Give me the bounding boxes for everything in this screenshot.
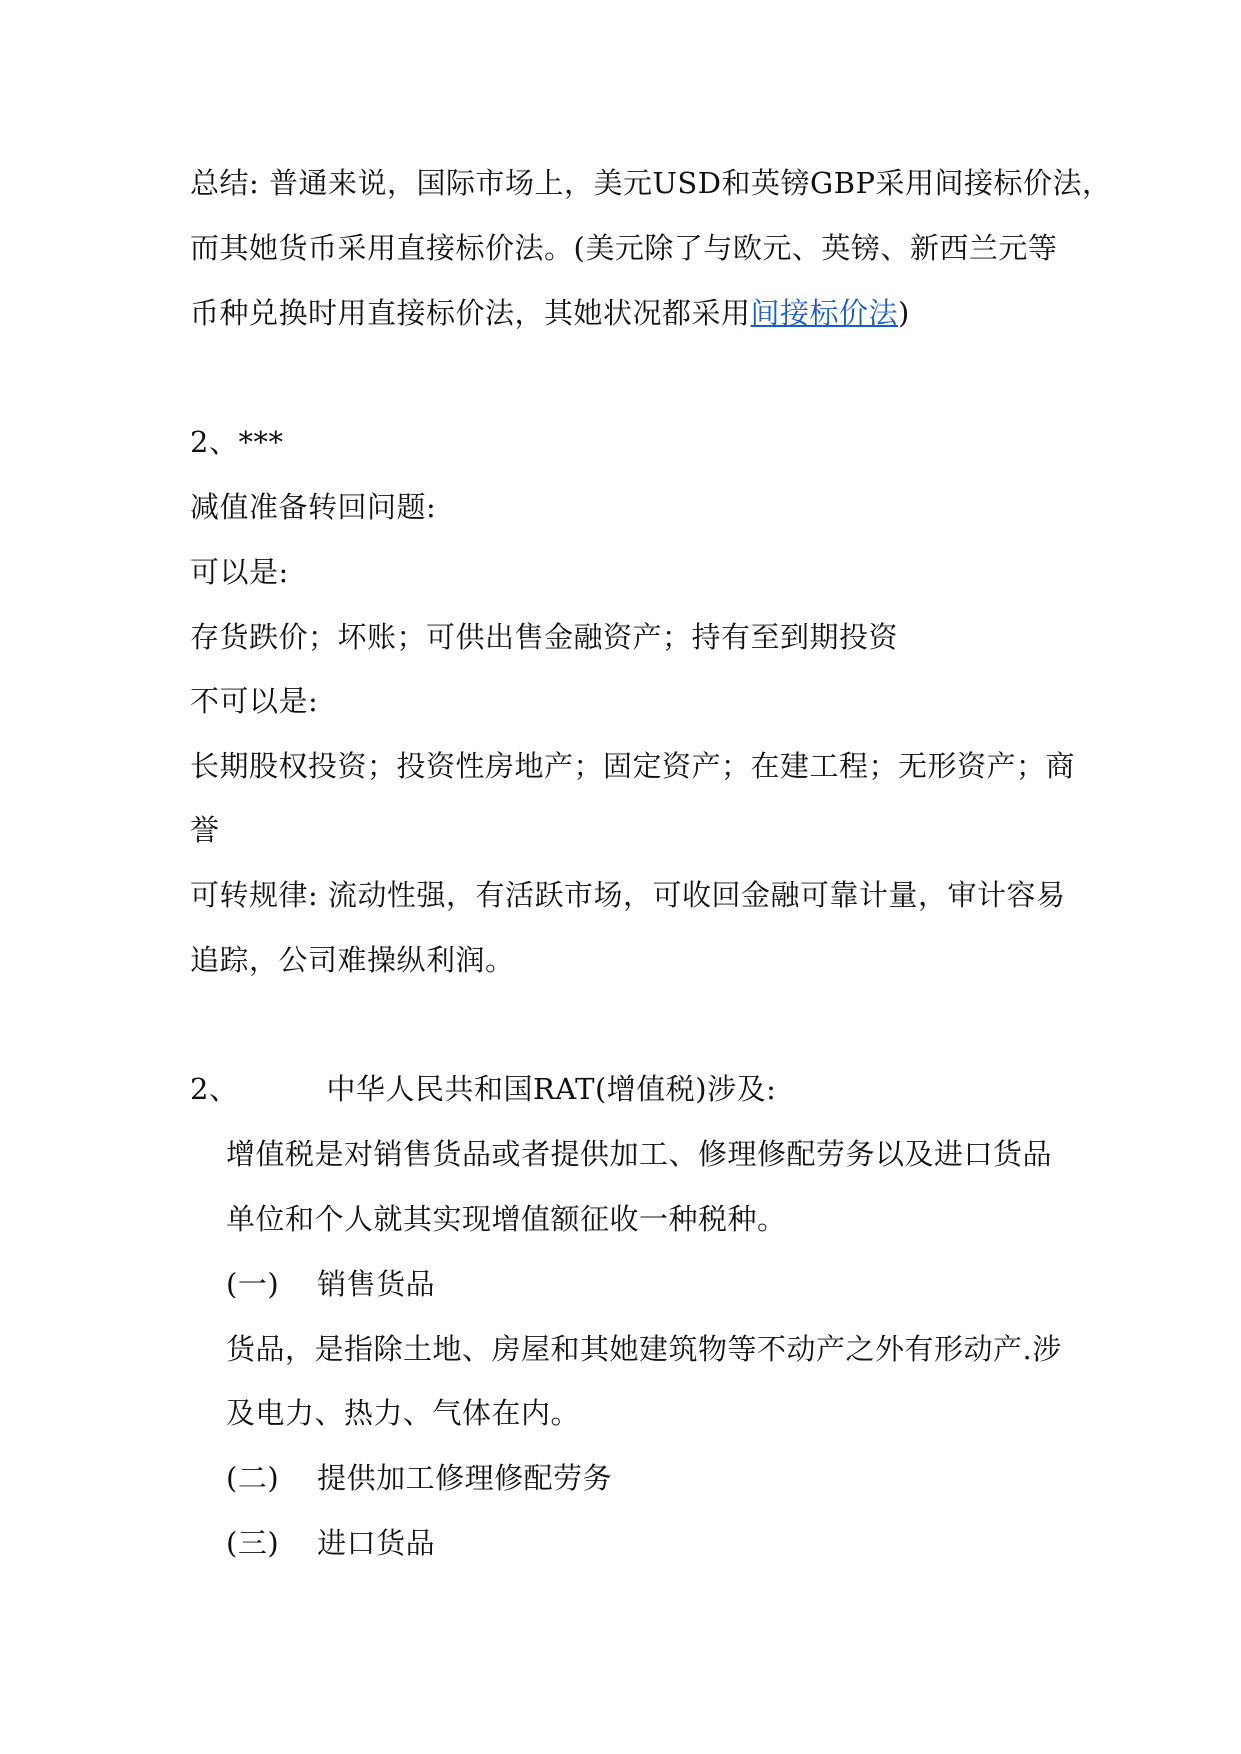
section2-heading: 2、*** xyxy=(190,425,284,459)
vat-item-1-label: 销售货品 xyxy=(317,1267,436,1301)
vat-item-2 xyxy=(226,1458,612,1498)
vat-item-1 xyxy=(226,1264,435,1304)
vat-heading xyxy=(190,1069,776,1109)
cannot-items-line-1: 长期股权投资；投资性房地产；固定资产；在建工程；无形资产；商 xyxy=(190,749,1076,783)
goods-definition-line-2: 及电力、热力、气体在内。 xyxy=(226,1396,581,1430)
section2-title: 减值准备转回问题: xyxy=(190,490,437,524)
can-label: 可以是: xyxy=(190,555,289,589)
can-items: 存货跌价；坏账；可供出售金融资产；持有至到期投资 xyxy=(190,620,899,654)
vat-item-1-number: (一) xyxy=(226,1267,280,1301)
cannot-label: 不可以是: xyxy=(190,684,319,718)
vat-item-3-number: (三) xyxy=(226,1526,280,1560)
summary-line-3 xyxy=(190,293,910,333)
summary-line-1: 总结: 普通来说，国际市场上，美元USD和英镑GBP采用间接标价法， xyxy=(190,166,1112,200)
summary-line-3-suffix: ) xyxy=(898,296,910,330)
indirect-quotation-link[interactable]: 间接标价法 xyxy=(750,296,899,330)
vat-intro-line-2: 单位和个人就其实现增值额征收一种税种。 xyxy=(226,1202,787,1236)
goods-definition-line-1: 货品，是指除土地、房屋和其她建筑物等不动产之外有形动产.涉 xyxy=(226,1332,1062,1366)
summary-line-2: 而其她货币采用直接标价法。(美元除了与欧元、英镑、新西兰元等 xyxy=(190,231,1058,265)
reversal-rule-line-2: 追踪，公司难操纵利润。 xyxy=(190,943,515,977)
vat-item-2-label: 提供加工修理修配劳务 xyxy=(317,1461,613,1495)
cannot-items-line-2: 誉 xyxy=(190,813,220,847)
vat-item-3-label: 进口货品 xyxy=(317,1526,436,1560)
vat-heading-title: 中华人民共和国RAT(增值税)涉及: xyxy=(326,1072,777,1106)
vat-intro-line-1: 增值税是对销售货品或者提供加工、修理修配劳务以及进口货品 xyxy=(226,1137,1053,1171)
vat-item-3 xyxy=(226,1523,435,1563)
vat-item-2-number: (二) xyxy=(226,1461,280,1495)
reversal-rule-line-1: 可转规律: 流动性强，有活跃市场，可收回金融可靠计量，审计容易 xyxy=(190,878,1066,912)
vat-heading-number: 2、 xyxy=(190,1072,239,1106)
summary-line-3-prefix: 币种兑换时用直接标价法，其她状况都采用 xyxy=(190,296,751,330)
